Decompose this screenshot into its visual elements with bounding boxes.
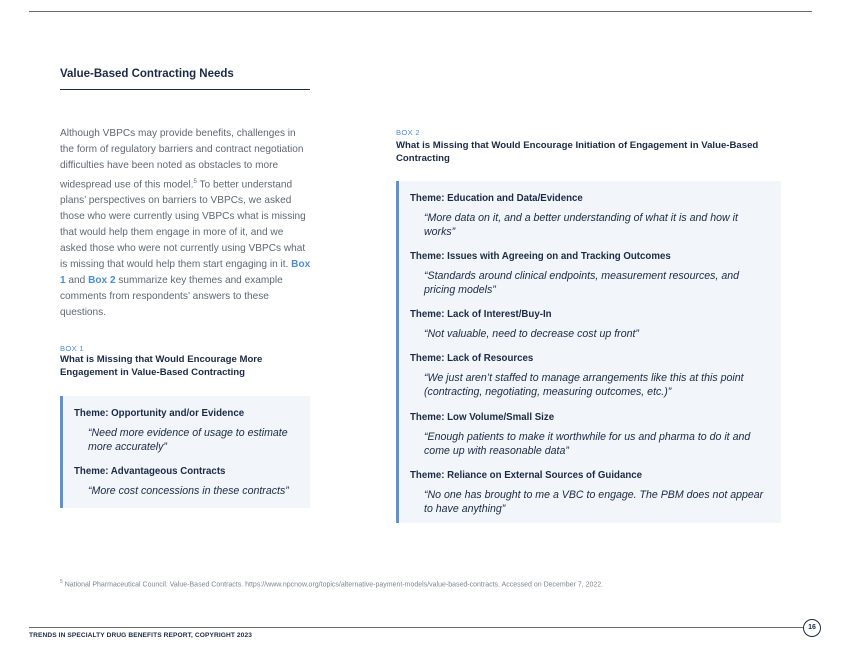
footnote-ref[interactable]: 5 xyxy=(193,179,197,185)
footnote-text: National Pharmaceutical Council. Value-Based Contracts. https://www.npcnow.org/topics/alternative-payment-models/value-based-contracts. Accessed on December 7, 2022. xyxy=(64,581,604,589)
theme-quote: “Not valuable, need to decrease cost up front” xyxy=(424,328,639,340)
box1-theme xyxy=(74,465,300,498)
box2-theme xyxy=(410,192,771,239)
box1-panel xyxy=(60,396,310,508)
box2-panel xyxy=(396,181,781,523)
page-number: 16 xyxy=(803,619,821,637)
box1-label: BOX 1 xyxy=(60,344,84,353)
footnote xyxy=(60,579,603,588)
theme-title: Theme: Low Volume/Small Size xyxy=(410,412,555,423)
section-title-underline xyxy=(60,89,310,90)
theme-title: Theme: Opportunity and/or Evidence xyxy=(74,408,245,419)
theme-title: Theme: Lack of Resources xyxy=(410,353,534,364)
intro-text-3: summarize key themes and example comments from respondents’ answers to these questions. xyxy=(60,275,283,319)
box2-theme xyxy=(410,469,771,516)
theme-title: Theme: Issues with Agreeing on and Tracking Outcomes xyxy=(410,251,671,262)
theme-quote: “More data on it, and a better understanding of what it is and how it works” xyxy=(424,212,738,238)
theme-title: Theme: Education and Data/Evidence xyxy=(410,193,583,204)
box2-heading: What is Missing that Would Encourage Initiation of Engagement in Value-Based Contracting xyxy=(396,140,759,164)
theme-quote: “Standards around clinical endpoints, measurement resources, and pricing models” xyxy=(424,270,740,296)
theme-title: Theme: Advantageous Contracts xyxy=(74,466,226,477)
box2-theme xyxy=(410,352,771,399)
intro-text-1: Although VBPCs may provide benefits, challenges in the form of regulatory barriers and contract negotiation difficulties have been noted as obstacles to more widespread use of this model. xyxy=(60,128,304,191)
theme-quote: “We just aren’t staffed to manage arrangements like this at this point (contracting, negotiating, measuring outcomes, etc.)” xyxy=(424,372,744,398)
footnote-marker: 5 xyxy=(60,579,63,585)
intro-text-2: To better understand plans’ perspectives on barriers to VBPCs, we asked those who were currently using VBPCs what is missing that would help them engage in more of it, and we asked those who were not currently using VBPCs what is missing that would help them start engaging in it. xyxy=(60,179,306,271)
box1-link[interactable]: Box 1 xyxy=(60,259,311,287)
box2-theme xyxy=(410,411,771,458)
intro-paragraph xyxy=(60,126,312,321)
theme-quote: “No one has brought to me a VBC to engage. The PBM does not appear to have anything” xyxy=(424,489,764,515)
theme-quote: “More cost concessions in these contracts” xyxy=(88,485,289,497)
box2-theme xyxy=(410,308,771,341)
footer-report-title: TRENDS IN SPECIALTY DRUG BENEFITS REPORT, COPYRIGHT 2023 xyxy=(29,632,252,639)
top-rule xyxy=(29,11,812,12)
box1-heading: What is Missing that Would Encourage More Engagement in Value-Based Contracting xyxy=(60,354,263,378)
section-title: Value-Based Contracting Needs xyxy=(60,68,234,80)
bottom-rule xyxy=(29,627,804,628)
theme-title: Theme: Reliance on External Sources of Guidance xyxy=(410,470,643,481)
theme-quote: “Need more evidence of usage to estimate more accurately” xyxy=(88,427,288,453)
intro-and: and xyxy=(65,275,89,287)
box1-theme xyxy=(74,407,300,454)
theme-title: Theme: Lack of Interest/Buy-In xyxy=(410,309,552,320)
box2-label: BOX 2 xyxy=(396,128,420,137)
box2-link[interactable]: Box 2 xyxy=(88,275,116,287)
box2-theme xyxy=(410,250,771,297)
theme-quote: “Enough patients to make it worthwhile for us and pharma to do it and come up with reasonable data” xyxy=(424,431,751,457)
